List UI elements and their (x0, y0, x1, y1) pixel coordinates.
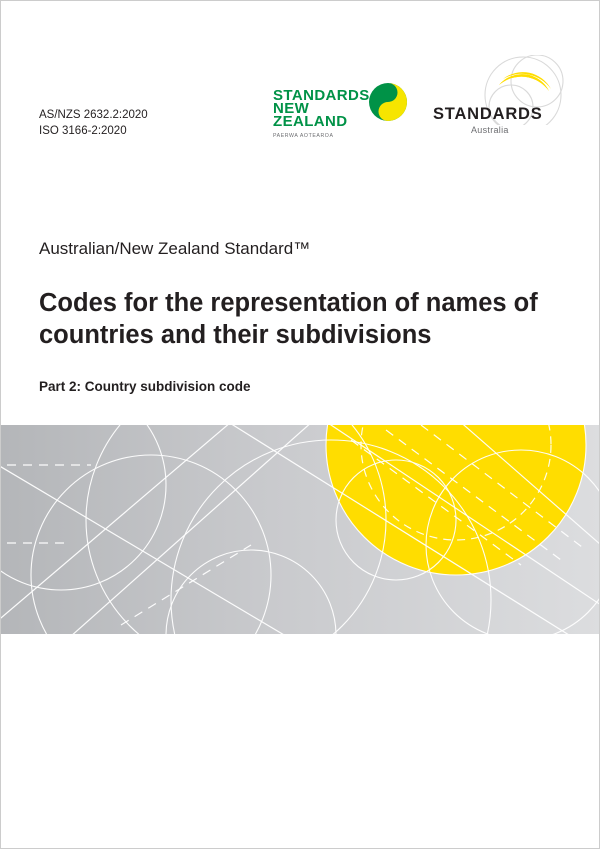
identifier-iso: ISO 3166-2:2020 (39, 125, 127, 137)
title-block (39, 239, 569, 394)
page-title: Codes for the representation of names of countries and their subdivisions (39, 289, 538, 349)
standards-australia-wordmark (433, 105, 543, 135)
standards-australia-logo (433, 73, 583, 143)
sa-line2: Australia (471, 125, 509, 135)
identifier-asnzs: AS/NZS 2632.2:2020 (39, 109, 148, 121)
standards-new-zealand-logo (273, 79, 407, 139)
snz-line2: NEW ZEALAND (273, 100, 348, 130)
page-header (1, 1, 600, 211)
document-identifiers (39, 107, 148, 139)
snz-line3: PAERWA AOTEAROA (273, 133, 334, 139)
abstract-geometric-graphic (1, 425, 600, 634)
snz-line1: STANDARDS (273, 87, 370, 104)
part-subtitle: Part 2: Country subdivision code (39, 379, 251, 394)
standards-new-zealand-wordmark (273, 89, 377, 143)
cover-graphic-band (1, 425, 600, 634)
sa-line1: STANDARDS (433, 105, 543, 123)
standard-type: Australian/New Zealand Standard™ (39, 239, 311, 258)
